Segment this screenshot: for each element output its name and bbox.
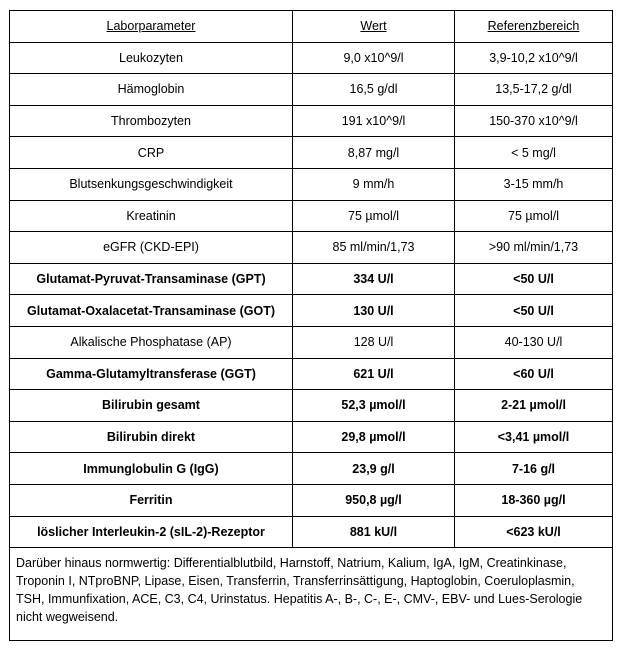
cell-reference: 3,9-10,2 x10^9/l — [455, 42, 613, 74]
cell-reference: < 5 mg/l — [455, 137, 613, 169]
table-row — [10, 516, 613, 548]
footnote: Darüber hinaus normwertig: Differentialblutbild, Harnstoff, Natrium, Kalium, IgA, IgM, Creatinkinase, Troponin I, NTproBNP, Lipase, Eisen, Transferrin, Transferrinsättigung, Haptoglobin, Coeruloplasmin, TSH, Immunfixation, ACE, C3, C4, Urinstatus. Hepatitis A-, B-, C-, E-, CMV-, EBV- und Lues-Serologie nicht wegweisend. — [10, 548, 613, 641]
header-value: Wert — [293, 11, 455, 43]
cell-parameter: CRP — [10, 137, 293, 169]
cell-reference: <60 U/l — [455, 358, 613, 390]
cell-value: 881 kU/l — [293, 516, 455, 548]
table-row — [10, 295, 613, 327]
cell-value: 334 U/l — [293, 263, 455, 295]
cell-parameter: Ferritin — [10, 484, 293, 516]
cell-parameter: eGFR (CKD-EPI) — [10, 232, 293, 264]
cell-reference: <50 U/l — [455, 295, 613, 327]
header-reference: Referenzbereich — [455, 11, 613, 43]
table-row — [10, 137, 613, 169]
cell-parameter: Bilirubin direkt — [10, 421, 293, 453]
cell-parameter: Bilirubin gesamt — [10, 390, 293, 422]
lab-results-table — [9, 10, 613, 641]
cell-value: 950,8 µg/l — [293, 484, 455, 516]
cell-value: 8,87 mg/l — [293, 137, 455, 169]
table-row — [10, 263, 613, 295]
table-header-row — [10, 11, 613, 43]
cell-value: 29,8 µmol/l — [293, 421, 455, 453]
cell-reference: 13,5-17,2 g/dl — [455, 74, 613, 106]
cell-value: 191 x10^9/l — [293, 105, 455, 137]
cell-value: 23,9 g/l — [293, 453, 455, 485]
table-row — [10, 390, 613, 422]
cell-parameter: Leukozyten — [10, 42, 293, 74]
cell-reference: >90 ml/min/1,73 — [455, 232, 613, 264]
cell-parameter: Immunglobulin G (IgG) — [10, 453, 293, 485]
table-row — [10, 358, 613, 390]
cell-parameter: Gamma-Glutamyltransferase (GGT) — [10, 358, 293, 390]
cell-value: 9,0 x10^9/l — [293, 42, 455, 74]
cell-parameter: Glutamat-Oxalacetat-Transaminase (GOT) — [10, 295, 293, 327]
cell-value: 16,5 g/dl — [293, 74, 455, 106]
note-row — [10, 548, 613, 641]
cell-reference: 150-370 x10^9/l — [455, 105, 613, 137]
cell-value: 9 mm/h — [293, 168, 455, 200]
cell-parameter: Hämoglobin — [10, 74, 293, 106]
cell-value: 621 U/l — [293, 358, 455, 390]
cell-reference: 7-16 g/l — [455, 453, 613, 485]
cell-reference: <623 kU/l — [455, 516, 613, 548]
table-row — [10, 421, 613, 453]
cell-value: 130 U/l — [293, 295, 455, 327]
cell-parameter: Blutsenkungsgeschwindigkeit — [10, 168, 293, 200]
table-row — [10, 232, 613, 264]
cell-reference: 3-15 mm/h — [455, 168, 613, 200]
cell-value: 128 U/l — [293, 326, 455, 358]
cell-reference: 40-130 U/l — [455, 326, 613, 358]
table-row — [10, 453, 613, 485]
cell-reference: <3,41 µmol/l — [455, 421, 613, 453]
header-parameter: Laborparameter — [10, 11, 293, 43]
table-row — [10, 200, 613, 232]
table-row — [10, 74, 613, 106]
cell-parameter: löslicher Interleukin-2 (sIL-2)-Rezeptor — [10, 516, 293, 548]
cell-reference: 75 µmol/l — [455, 200, 613, 232]
cell-reference: 18-360 µg/l — [455, 484, 613, 516]
cell-value: 85 ml/min/1,73 — [293, 232, 455, 264]
cell-reference: <50 U/l — [455, 263, 613, 295]
cell-parameter: Alkalische Phosphatase (AP) — [10, 326, 293, 358]
cell-parameter: Kreatinin — [10, 200, 293, 232]
table-row — [10, 484, 613, 516]
cell-reference: 2-21 µmol/l — [455, 390, 613, 422]
table-row — [10, 105, 613, 137]
cell-value: 52,3 µmol/l — [293, 390, 455, 422]
cell-parameter: Glutamat-Pyruvat-Transaminase (GPT) — [10, 263, 293, 295]
table-row — [10, 326, 613, 358]
table-row — [10, 42, 613, 74]
cell-parameter: Thrombozyten — [10, 105, 293, 137]
table-row — [10, 168, 613, 200]
cell-value: 75 µmol/l — [293, 200, 455, 232]
